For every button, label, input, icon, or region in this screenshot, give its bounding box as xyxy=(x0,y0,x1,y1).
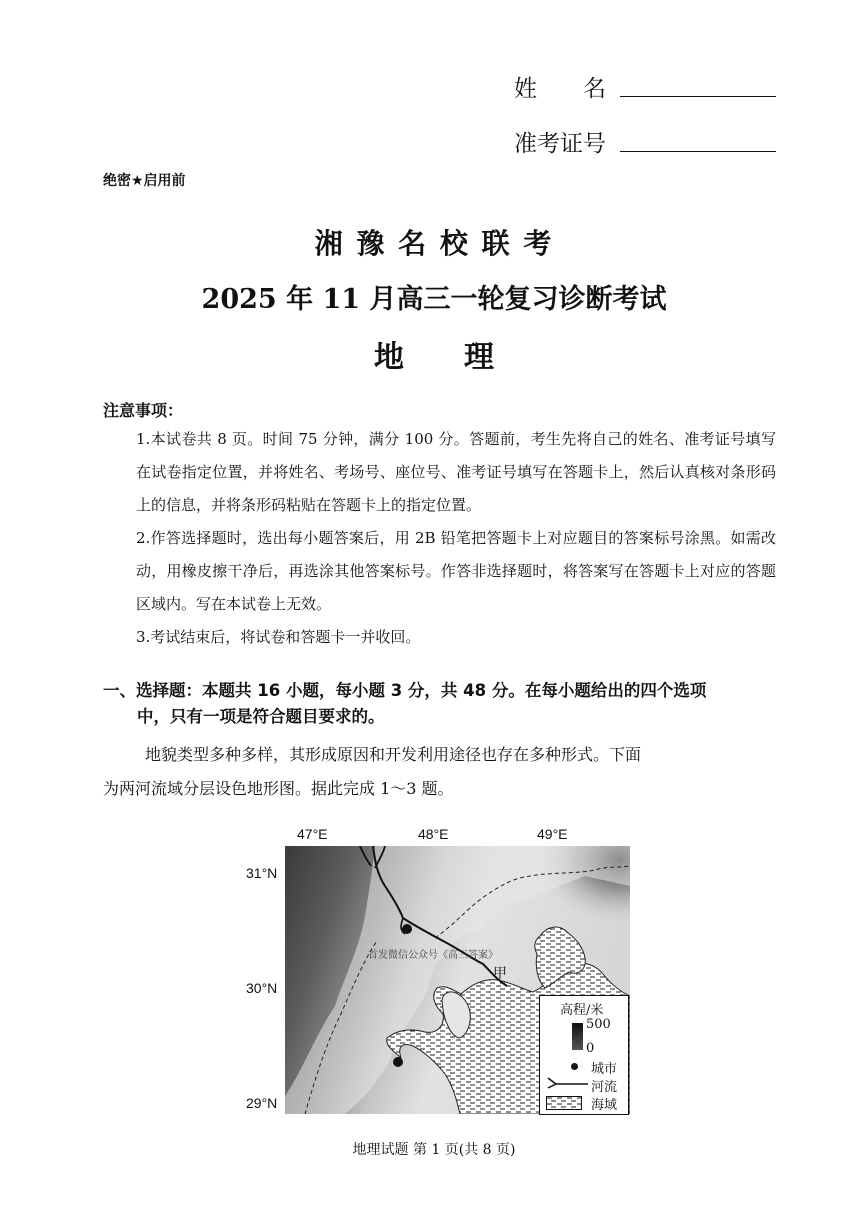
name-field[interactable] xyxy=(620,96,776,97)
notice-item-3: 3.考试结束后，将试卷和答题卡一并收回。 xyxy=(136,628,421,646)
id-label: 准考证号 xyxy=(514,131,606,157)
exam-org-title: 湘 豫 名 校 联 考 xyxy=(314,227,554,260)
section1-heading-line1: 一、选择题：本题共 16 小题，每小题 3 分，共 48 分。在每小题给出的四个选项 xyxy=(103,681,707,700)
secret-mark: 绝密★启用前 xyxy=(103,173,186,189)
id-field[interactable] xyxy=(620,151,776,152)
legend-title: 高程/米 xyxy=(560,1003,604,1018)
lat-label-29: 29°N xyxy=(246,1095,278,1111)
page-footer: 地理试题 第 1 页(共 8 页) xyxy=(352,1142,516,1158)
subject-title: 地 理 xyxy=(374,340,494,375)
river-legend-icon xyxy=(546,1076,590,1090)
name-label: 姓 名 xyxy=(514,76,606,102)
legend-sea: 海域 xyxy=(591,1098,618,1113)
section1-heading-line2: 中，只有一项是符合题目要求的。 xyxy=(137,707,385,726)
notice-item-1: 1.本试卷共 8 页。时间 75 分钟，满分 100 分。答题前，考生先将自己的姓名、准考证号填写在试卷指定位置，并将姓名、考场号、座位号、准考证号填写在答题卡上，然后认真核对条形码上的信息，并将条形码粘贴在答题卡上的指定位置。 xyxy=(136,430,776,514)
sea-legend-icon xyxy=(546,1096,582,1110)
lon-label-48: 48°E xyxy=(418,826,449,842)
section1-intro-line2: 为两河流域分层设色地形图。据此完成 1～3 题。 xyxy=(103,779,454,798)
lat-label-31: 31°N xyxy=(246,865,278,881)
notice-list xyxy=(136,423,776,654)
lon-label-49: 49°E xyxy=(537,826,568,842)
city-legend-icon xyxy=(571,1063,578,1070)
place-label-jia: 甲 xyxy=(493,966,507,982)
legend-min: 0 xyxy=(586,1041,595,1056)
legend-max: 500 xyxy=(586,1017,611,1032)
city-dot-north xyxy=(402,924,412,934)
map-legend xyxy=(539,995,629,1115)
legend-city: 城市 xyxy=(591,1062,618,1077)
notice-heading: 注意事项： xyxy=(103,401,184,420)
section1-intro-line1: 地貌类型多种多样，其形成原因和开发利用途径也存在多种形式。下面 xyxy=(145,745,642,764)
lat-label-30: 30°N xyxy=(246,980,278,996)
exam-name-title: 2025 年 11 月高三一轮复习诊断考试 xyxy=(201,284,667,315)
notice-item-2: 2.作答选择题时，选出每小题答案后，用 2B 铅笔把答题卡上对应题目的答案标号涂黑。如需改动，用橡皮擦干净后，再选涂其他答案标号。作答非选择题时，将答案写在答题卡上对应的答题区域内。写在本试卷上无效。 xyxy=(136,529,776,613)
city-dot-south xyxy=(393,1057,403,1067)
watermark-text: 首发微信公众号《高三答案》 xyxy=(368,950,498,961)
lon-label-47: 47°E xyxy=(297,826,328,842)
elevation-bar xyxy=(572,1023,583,1050)
legend-river: 河流 xyxy=(591,1080,618,1095)
